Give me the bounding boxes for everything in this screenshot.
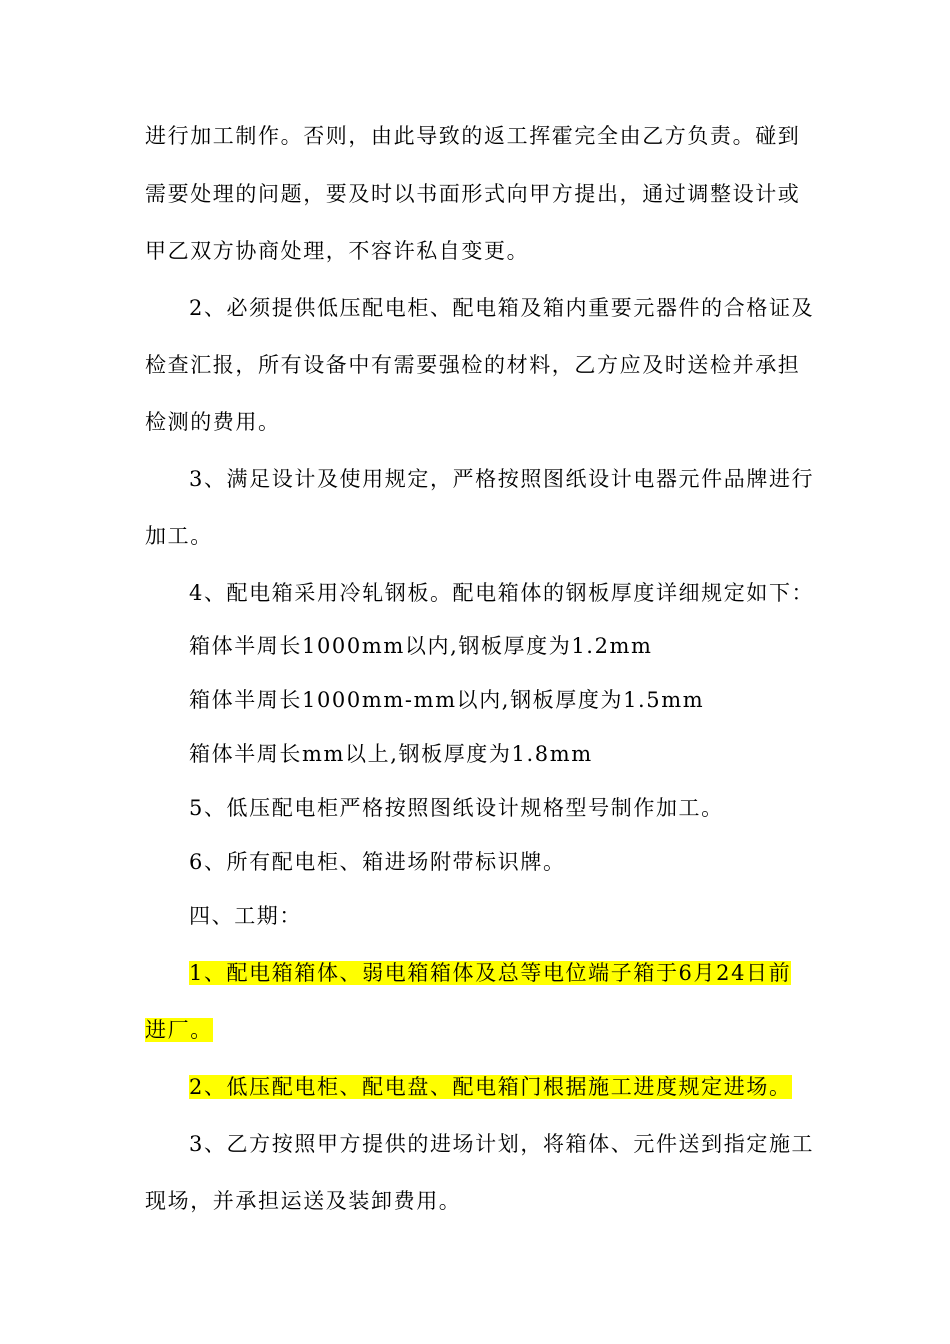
item-6-line: 6、所有配电柜、箱进场附带标识牌。 (189, 850, 566, 874)
spec-line: 箱体半周长1000mm以内,钢板厚度为1.2mm (189, 634, 653, 658)
spec-line: 箱体半周长1000mm-mm以内,钢板厚度为1.5mm (189, 688, 705, 712)
highlighted-text: 进厂。 (145, 1018, 213, 1042)
paragraph-line: 进行加工制作。否则，由此导致的返工挥霍完全由乙方负责。碰到 (145, 124, 801, 148)
item-3-line: 3、乙方按照甲方提供的进场计划，将箱体、元件送到指定施工 (189, 1132, 815, 1156)
highlighted-text: 2、低压配电柜、配电盘、配电箱门根据施工进度规定进场。 (189, 1075, 792, 1099)
item-3-line: 3、满足设计及使用规定，严格按照图纸设计电器元件品牌进行 (189, 467, 815, 491)
item-5-line: 5、低压配电柜严格按照图纸设计规格型号制作加工。 (189, 796, 724, 820)
highlighted-line (189, 959, 791, 987)
highlighted-text: 1、配电箱箱体、弱电箱箱体及总等电位端子箱于6月24日前 (189, 961, 792, 985)
item-2-line: 2、必须提供低压配电柜、配电箱及箱内重要元器件的合格证及 (189, 296, 815, 320)
section-heading: 四、工期： (189, 904, 302, 928)
paragraph-line: 甲乙双方协商处理，不容许私自变更。 (145, 239, 530, 263)
spec-line: 箱体半周长mm以上,钢板厚度为1.8mm (189, 742, 593, 766)
item-4-line: 4、配电箱采用冷轧钢板。配电箱体的钢板厚度详细规定如下： (189, 581, 815, 605)
highlighted-line (145, 1016, 213, 1044)
highlighted-line (189, 1073, 792, 1101)
paragraph-line: 检测的费用。 (145, 410, 281, 434)
paragraph-line: 现场，并承担运送及装卸费用。 (145, 1189, 462, 1213)
paragraph-line: 需要处理的问题，要及时以书面形式向甲方提出，通过调整设计或 (145, 182, 801, 206)
paragraph-line: 加工。 (145, 524, 213, 548)
paragraph-line: 检查汇报，所有设备中有需要强检的材料，乙方应及时送检并承担 (145, 353, 801, 377)
